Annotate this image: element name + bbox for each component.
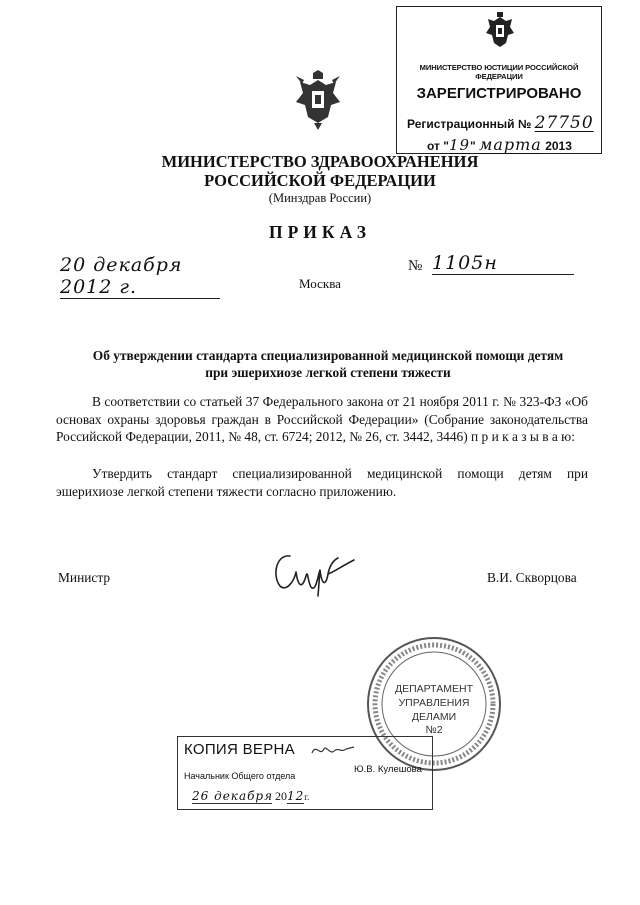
copy-stamp-title: КОПИЯ ВЕРНА (184, 741, 295, 758)
copy-stamp-date-handwritten: 26 декабря (192, 789, 274, 803)
order-date: 20 декабря 2012 г. (60, 254, 220, 299)
body-paragraph-1: В соответствии со статьей 37 Федерального закона от 21 ноября 2011 г. № 323-ФЗ «Об основах охраны здоровья граждан в Российской Федерации» (Собрание законодательства Российской Федерации, 2011, № 48, ст. 6724; 2012, № 26, ст. 3442, 3446) п р и к а з ы в а ю: (56, 394, 588, 444)
signer-role: Министр (58, 570, 111, 585)
document-type: ПРИКАЗ (268, 222, 372, 242)
body-paragraph-2: Утвердить стандарт специализированной медицинской помощи детям при эшерихиозе легкой степени тяжести согласно приложению. (56, 466, 588, 499)
seal-line4: №2 (425, 724, 443, 736)
registration-date-day: 19 (448, 136, 471, 154)
registration-date-line: от "19" марта 2013 (427, 135, 572, 154)
seal-line3: ДЕЛАМИ (411, 711, 457, 723)
handwritten-signature (268, 546, 360, 598)
registration-number-label: Регистрационный № (407, 117, 532, 131)
order-subject-line1: Об утверждении стандарта специализированной медицинской помощи детям (92, 348, 564, 363)
copy-stamp-year-suffix: г. (304, 792, 310, 802)
seal-line1: ДЕПАРТАМЕНТ (394, 683, 474, 695)
registration-ministry: МИНИСТЕРСТВО ЮСТИЦИИ РОССИЙСКОЙ ФЕДЕРАЦИИ (419, 63, 579, 81)
signer-name: В.И. Скворцова (487, 570, 577, 585)
registration-date-year: 2013 (545, 139, 572, 153)
copy-stamp-date (192, 789, 309, 804)
registration-date-prefix: от " (427, 139, 449, 153)
copy-stamp-position: Начальник Общего отдела (184, 771, 296, 781)
copy-stamp-year-prefix: 20 (275, 789, 287, 803)
order-number-value: 1105н (432, 252, 574, 275)
copy-stamp-name: Ю.В. Кулешова (354, 764, 422, 775)
registration-number-line (407, 113, 594, 133)
coat-of-arms-icon (292, 70, 344, 132)
order-subject-line2: при эшерихиозе легкой степени тяжести (205, 365, 451, 380)
copy-stamp-signature (308, 739, 358, 761)
registration-stamp (396, 6, 602, 154)
ministry-name-line2: РОССИЙСКОЙ ФЕДЕРАЦИИ (204, 171, 436, 190)
registration-number-value: 27750 (534, 113, 594, 133)
copy-stamp-year-handwritten: 12 (287, 789, 305, 803)
seal-line2: УПРАВЛЕНИЯ (398, 697, 470, 709)
order-number-label: № (408, 258, 423, 274)
coat-of-arms-icon (482, 11, 518, 53)
ministry-short-name: (Минздрав России) (268, 191, 372, 205)
registration-title: ЗАРЕГИСТРИРОВАНО (416, 85, 582, 102)
copy-certified-stamp (177, 736, 433, 810)
ministry-name-line1: МИНИСТЕРСТВО ЗДРАВООХРАНЕНИЯ (161, 152, 479, 171)
registration-date-month: марта (479, 135, 542, 154)
order-city: Москва (299, 276, 341, 291)
